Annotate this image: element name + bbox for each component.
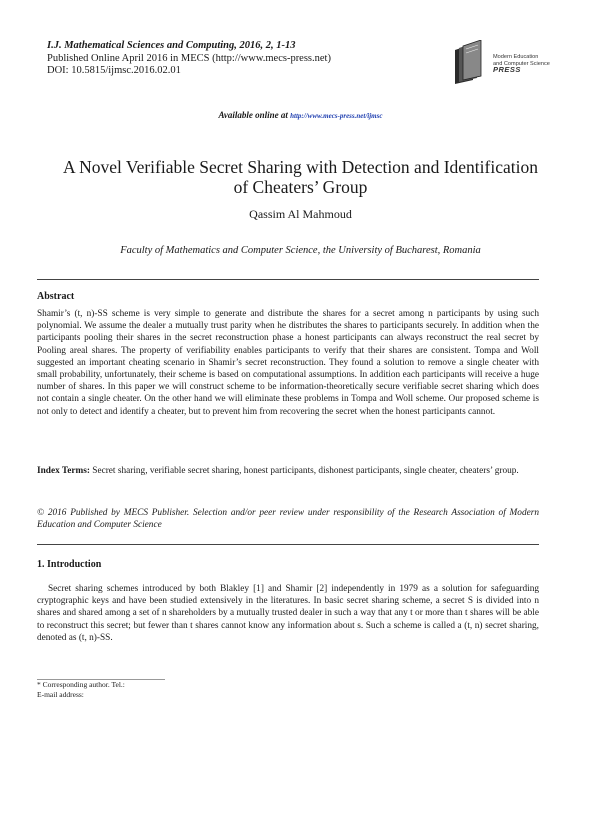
published-online: Published Online April 2016 in MECS (http://www.mecs-press.net) [47, 52, 331, 64]
logo-text [493, 54, 550, 74]
index-terms-label: Index Terms: [37, 466, 90, 476]
introduction-heading: 1. Introduction [37, 559, 102, 570]
paper-title [40, 157, 561, 197]
mecs-press-logo [451, 40, 561, 86]
logo-line-1: Modern Education [493, 54, 539, 60]
available-label: Available online at [218, 110, 288, 120]
index-terms-text: Secret sharing, verifiable secret sharing, honest participants, dishonest participants, single cheater, cheaters’ group. [92, 466, 519, 476]
copyright-notice: © 2016 Published by MECS Publisher. Selection and/or peer review under responsibility of the Research Association of Modern Education and Computer Science [37, 508, 539, 531]
available-online [0, 110, 601, 120]
journal-issue: , 2016, 2, 1-13 [234, 40, 296, 51]
author-name: Qassim Al Mahmoud [249, 207, 352, 221]
journal-url-link[interactable]: http://www.mecs-press.net/ijmsc [290, 112, 383, 120]
title-line-1: A Novel Verifiable Secret Sharing with Detection and Identification [63, 157, 538, 177]
journal-header [47, 40, 331, 78]
logo-press: PRESS [493, 65, 521, 75]
title-line-2: of Cheaters’ Group [233, 177, 368, 197]
introduction-text: Secret sharing schemes introduced by both Blakley [1] and Shamir [2] independently in 1979 as a solution for safeguarding cryptographic keys and have been studied extensively in the literatures. In basic secret sharing scheme, a secret S is divided into n shares and shared among a set of n shareholders by a mutually trusted dealer in such a way that any t or more than t shares will be able to reconstruct this secret; but fewer than t shares cannot know any information about s. Such a scheme is called a (t, n) secret sharing, denoted as (t, n)-SS. [37, 584, 539, 643]
footnote-email: E-mail address: [37, 690, 84, 699]
book-stack-icon [451, 40, 491, 86]
journal-title: I.J. Mathematical Sciences and Computing [47, 40, 235, 51]
journal-citation [47, 40, 331, 53]
divider-bottom [37, 544, 539, 545]
divider-top [37, 279, 539, 280]
abstract-text: Shamir’s (t, n)-SS scheme is very simple to generate and distribute the shares for a secret among n participants by using such polynomial. We assume the dealer a mutually trust parity when he distributes the shares to participants securely. In addition when the participants pooling their shares in the secret reconstruction phase a honest participants can always reconstruct the real secret by Pooling areal shares. The property of verifiability enables participants to verify that their shares are consistent. Tompa and Woll suggested an important cheating scenario in Shamir’s secret reconstruction. They found a solution to remove a single cheater with small probability, unfortunately, their scheme is based on computational assumptions. In addition each participants will receive a huge number of shares. In this paper we will construct scheme to be information-theoretically secure verifiable secret sharing which does not contain a single cheater. On the other hand we will eliminate these problems in Tompa and Woll scheme. Our proposed scheme is not only to detect and identify a cheater, but to prevent him from recovering the secret when the honest participants cannot. [37, 309, 539, 417]
affiliation: Faculty of Mathematics and Computer Science, the University of Bucharest, Romania [120, 245, 481, 256]
footnote [37, 680, 125, 700]
doi: DOI: 10.5815/ijmsc.2016.02.01 [47, 65, 181, 77]
abstract-heading: Abstract [37, 291, 75, 302]
footnote-corresponding: * Corresponding author. Tel.: [37, 680, 125, 689]
index-terms [37, 465, 539, 477]
logo-line-2: and Computer Science [493, 60, 550, 67]
